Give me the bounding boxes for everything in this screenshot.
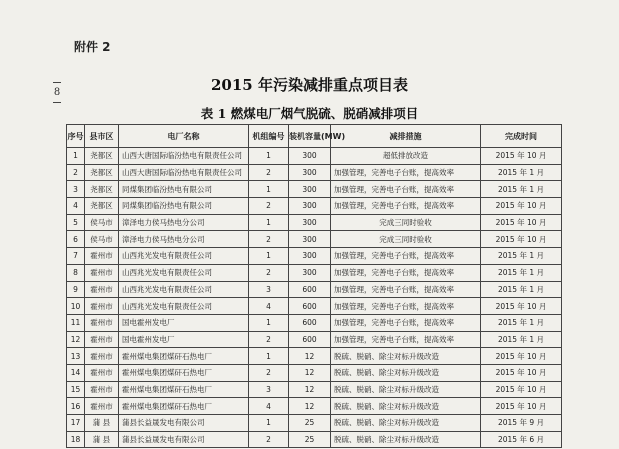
cell-index: 16 bbox=[67, 398, 85, 415]
cell-unit-number: 2 bbox=[249, 431, 289, 448]
cell-index: 7 bbox=[67, 248, 85, 265]
cell-unit-number: 1 bbox=[249, 148, 289, 165]
cell-capacity: 600 bbox=[289, 314, 331, 331]
cell-plant-name: 霍州煤电集团煤矸石热电厂 bbox=[119, 381, 249, 398]
cell-county: 霍州市 bbox=[85, 348, 119, 365]
cell-measure: 脱硫、脱硝、除尘对标升级改造 bbox=[331, 348, 481, 365]
cell-county: 尧都区 bbox=[85, 148, 119, 165]
cell-plant-name: 漳泽电力侯马热电分公司 bbox=[119, 214, 249, 231]
cell-county: 尧都区 bbox=[85, 164, 119, 181]
cell-capacity: 12 bbox=[289, 348, 331, 365]
cell-county: 霍州市 bbox=[85, 398, 119, 415]
table-row bbox=[67, 264, 562, 281]
cell-measure: 脱硫、脱硝、除尘对标升级改造 bbox=[331, 431, 481, 448]
cell-plant-name: 霍州煤电集团煤矸石热电厂 bbox=[119, 348, 249, 365]
table-row bbox=[67, 148, 562, 165]
cell-index: 3 bbox=[67, 181, 85, 198]
cell-index: 13 bbox=[67, 348, 85, 365]
cell-index: 8 bbox=[67, 264, 85, 281]
projects-table bbox=[66, 124, 562, 448]
cell-capacity: 25 bbox=[289, 431, 331, 448]
cell-plant-name: 同煤集团临汾热电有限公司 bbox=[119, 198, 249, 215]
cell-capacity: 600 bbox=[289, 281, 331, 298]
cell-unit-number: 2 bbox=[249, 231, 289, 248]
table-row bbox=[67, 381, 562, 398]
cell-measure: 完成三同时验收 bbox=[331, 214, 481, 231]
cell-measure: 超低排放改造 bbox=[331, 148, 481, 165]
cell-measure: 加强管理，完善电子台账，提高效率 bbox=[331, 164, 481, 181]
cell-unit-number: 1 bbox=[249, 348, 289, 365]
cell-measure: 完成三同时验收 bbox=[331, 231, 481, 248]
cell-unit-number: 1 bbox=[249, 415, 289, 432]
cell-completion: 2015 年 9 月 bbox=[481, 415, 562, 432]
table-row bbox=[67, 348, 562, 365]
cell-completion: 2015 年 10 月 bbox=[481, 348, 562, 365]
cell-county: 蒲 县 bbox=[85, 415, 119, 432]
cell-completion: 2015 年 1 月 bbox=[481, 264, 562, 281]
table-row bbox=[67, 214, 562, 231]
table-row bbox=[67, 331, 562, 348]
cell-capacity: 300 bbox=[289, 198, 331, 215]
table-row bbox=[67, 231, 562, 248]
cell-plant-name: 霍州煤电集团煤矸石热电厂 bbox=[119, 398, 249, 415]
cell-completion: 2015 年 1 月 bbox=[481, 164, 562, 181]
cell-county: 侯马市 bbox=[85, 231, 119, 248]
cell-completion: 2015 年 1 月 bbox=[481, 331, 562, 348]
cell-index: 5 bbox=[67, 214, 85, 231]
cell-county: 霍州市 bbox=[85, 264, 119, 281]
cell-measure: 加强管理，完善电子台账，提高效率 bbox=[331, 198, 481, 215]
attachment-label: 附件 2 bbox=[74, 40, 111, 54]
cell-plant-name: 山西大唐国际临汾热电有限责任公司 bbox=[119, 148, 249, 165]
cell-capacity: 300 bbox=[289, 164, 331, 181]
cell-measure: 加强管理，完善电子台账，提高效率 bbox=[331, 314, 481, 331]
cell-unit-number: 2 bbox=[249, 264, 289, 281]
cell-index: 4 bbox=[67, 198, 85, 215]
cell-index: 12 bbox=[67, 331, 85, 348]
cell-plant-name: 山西兆光发电有限责任公司 bbox=[119, 281, 249, 298]
cell-county: 霍州市 bbox=[85, 281, 119, 298]
cell-plant-name: 蒲县长益晟发电有限公司 bbox=[119, 431, 249, 448]
table-title: 表 1 燃煤电厂烟气脱硫、脱硝减排项目 bbox=[200, 106, 419, 121]
cell-plant-name: 同煤集团临汾热电有限公司 bbox=[119, 181, 249, 198]
cell-measure: 加强管理，完善电子台账，提高效率 bbox=[331, 281, 481, 298]
cell-county: 霍州市 bbox=[85, 314, 119, 331]
header-county: 县市区 bbox=[85, 125, 119, 148]
cell-index: 10 bbox=[67, 298, 85, 315]
cell-measure: 加强管理，完善电子台账，提高效率 bbox=[331, 181, 481, 198]
table-row bbox=[67, 398, 562, 415]
cell-completion: 2015 年 6 月 bbox=[481, 431, 562, 448]
cell-capacity: 300 bbox=[289, 148, 331, 165]
cell-plant-name: 国电霍州发电厂 bbox=[119, 331, 249, 348]
cell-index: 9 bbox=[67, 281, 85, 298]
cell-completion: 2015 年 1 月 bbox=[481, 314, 562, 331]
cell-measure: 加强管理，完善电子台账，提高效率 bbox=[331, 331, 481, 348]
cell-index: 2 bbox=[67, 164, 85, 181]
cell-plant-name: 漳泽电力侯马热电分公司 bbox=[119, 231, 249, 248]
cell-plant-name: 山西大唐国际临汾热电有限责任公司 bbox=[119, 164, 249, 181]
cell-capacity: 12 bbox=[289, 398, 331, 415]
table-body bbox=[67, 148, 562, 448]
cell-measure: 脱硫、脱硝、除尘对标升级改造 bbox=[331, 364, 481, 381]
cell-unit-number: 1 bbox=[249, 314, 289, 331]
cell-unit-number: 4 bbox=[249, 298, 289, 315]
cell-unit-number: 2 bbox=[249, 331, 289, 348]
cell-completion: 2015 年 10 月 bbox=[481, 398, 562, 415]
cell-plant-name: 霍州煤电集团煤矸石热电厂 bbox=[119, 364, 249, 381]
cell-completion: 2015 年 1 月 bbox=[481, 281, 562, 298]
cell-unit-number: 2 bbox=[249, 198, 289, 215]
table-row bbox=[67, 198, 562, 215]
header-index: 序号 bbox=[67, 125, 85, 148]
header-measure: 减排措施 bbox=[331, 125, 481, 148]
table-row bbox=[67, 298, 562, 315]
cell-completion: 2015 年 10 月 bbox=[481, 364, 562, 381]
cell-measure: 加强管理，完善电子台账，提高效率 bbox=[331, 264, 481, 281]
cell-measure: 加强管理，完善电子台账，提高效率 bbox=[331, 248, 481, 265]
cell-index: 17 bbox=[67, 415, 85, 432]
table-row bbox=[67, 431, 562, 448]
cell-plant-name: 国电霍州发电厂 bbox=[119, 314, 249, 331]
cell-county: 霍州市 bbox=[85, 364, 119, 381]
cell-plant-name: 蒲县长益晟发电有限公司 bbox=[119, 415, 249, 432]
table-row bbox=[67, 248, 562, 265]
cell-measure: 脱硫、脱硝、除尘对标升级改造 bbox=[331, 381, 481, 398]
cell-plant-name: 山西兆光发电有限责任公司 bbox=[119, 298, 249, 315]
page-number-dash-bottom bbox=[53, 102, 61, 103]
table-header-row bbox=[67, 125, 562, 148]
cell-index: 6 bbox=[67, 231, 85, 248]
cell-capacity: 12 bbox=[289, 381, 331, 398]
cell-unit-number: 2 bbox=[249, 164, 289, 181]
cell-unit-number: 3 bbox=[249, 381, 289, 398]
cell-county: 霍州市 bbox=[85, 298, 119, 315]
cell-capacity: 300 bbox=[289, 181, 331, 198]
cell-capacity: 300 bbox=[289, 248, 331, 265]
cell-unit-number: 1 bbox=[249, 248, 289, 265]
cell-unit-number: 1 bbox=[249, 214, 289, 231]
cell-county: 霍州市 bbox=[85, 331, 119, 348]
cell-index: 15 bbox=[67, 381, 85, 398]
cell-plant-name: 山西兆光发电有限责任公司 bbox=[119, 248, 249, 265]
header-unit-number: 机组编号 bbox=[249, 125, 289, 148]
cell-completion: 2015 年 10 月 bbox=[481, 298, 562, 315]
cell-county: 尧都区 bbox=[85, 181, 119, 198]
cell-completion: 2015 年 10 月 bbox=[481, 198, 562, 215]
cell-capacity: 300 bbox=[289, 231, 331, 248]
cell-unit-number: 2 bbox=[249, 364, 289, 381]
cell-county: 霍州市 bbox=[85, 248, 119, 265]
cell-completion: 2015 年 10 月 bbox=[481, 148, 562, 165]
cell-capacity: 600 bbox=[289, 331, 331, 348]
cell-measure: 加强管理，完善电子台账，提高效率 bbox=[331, 298, 481, 315]
cell-county: 霍州市 bbox=[85, 381, 119, 398]
cell-capacity: 300 bbox=[289, 214, 331, 231]
table-row bbox=[67, 281, 562, 298]
cell-index: 11 bbox=[67, 314, 85, 331]
cell-unit-number: 4 bbox=[249, 398, 289, 415]
cell-completion: 2015 年 10 月 bbox=[481, 381, 562, 398]
table-row bbox=[67, 415, 562, 432]
table-row bbox=[67, 164, 562, 181]
cell-unit-number: 3 bbox=[249, 281, 289, 298]
page-number-value: 8 bbox=[53, 87, 61, 98]
cell-index: 14 bbox=[67, 364, 85, 381]
cell-capacity: 600 bbox=[289, 298, 331, 315]
table-row bbox=[67, 181, 562, 198]
cell-unit-number: 1 bbox=[249, 181, 289, 198]
cell-completion: 2015 年 10 月 bbox=[481, 231, 562, 248]
cell-completion: 2015 年 1 月 bbox=[481, 248, 562, 265]
cell-index: 1 bbox=[67, 148, 85, 165]
cell-county: 尧都区 bbox=[85, 198, 119, 215]
cell-capacity: 300 bbox=[289, 264, 331, 281]
cell-county: 侯马市 bbox=[85, 214, 119, 231]
cell-capacity: 25 bbox=[289, 415, 331, 432]
cell-index: 18 bbox=[67, 431, 85, 448]
cell-measure: 脱硫、脱硝、除尘对标升级改造 bbox=[331, 415, 481, 432]
cell-completion: 2015 年 10 月 bbox=[481, 214, 562, 231]
header-capacity: 装机容量(MW) bbox=[289, 125, 331, 148]
cell-completion: 2015 年 1 月 bbox=[481, 181, 562, 198]
cell-county: 蒲 县 bbox=[85, 431, 119, 448]
main-title: 2015 年污染减排重点项目表 bbox=[211, 76, 408, 94]
cell-plant-name: 山西兆光发电有限责任公司 bbox=[119, 264, 249, 281]
header-completion: 完成时间 bbox=[481, 125, 562, 148]
table-row bbox=[67, 314, 562, 331]
table-row bbox=[67, 364, 562, 381]
cell-measure: 脱硫、脱硝、除尘对标升级改造 bbox=[331, 398, 481, 415]
cell-capacity: 12 bbox=[289, 364, 331, 381]
header-plant-name: 电厂名称 bbox=[119, 125, 249, 148]
